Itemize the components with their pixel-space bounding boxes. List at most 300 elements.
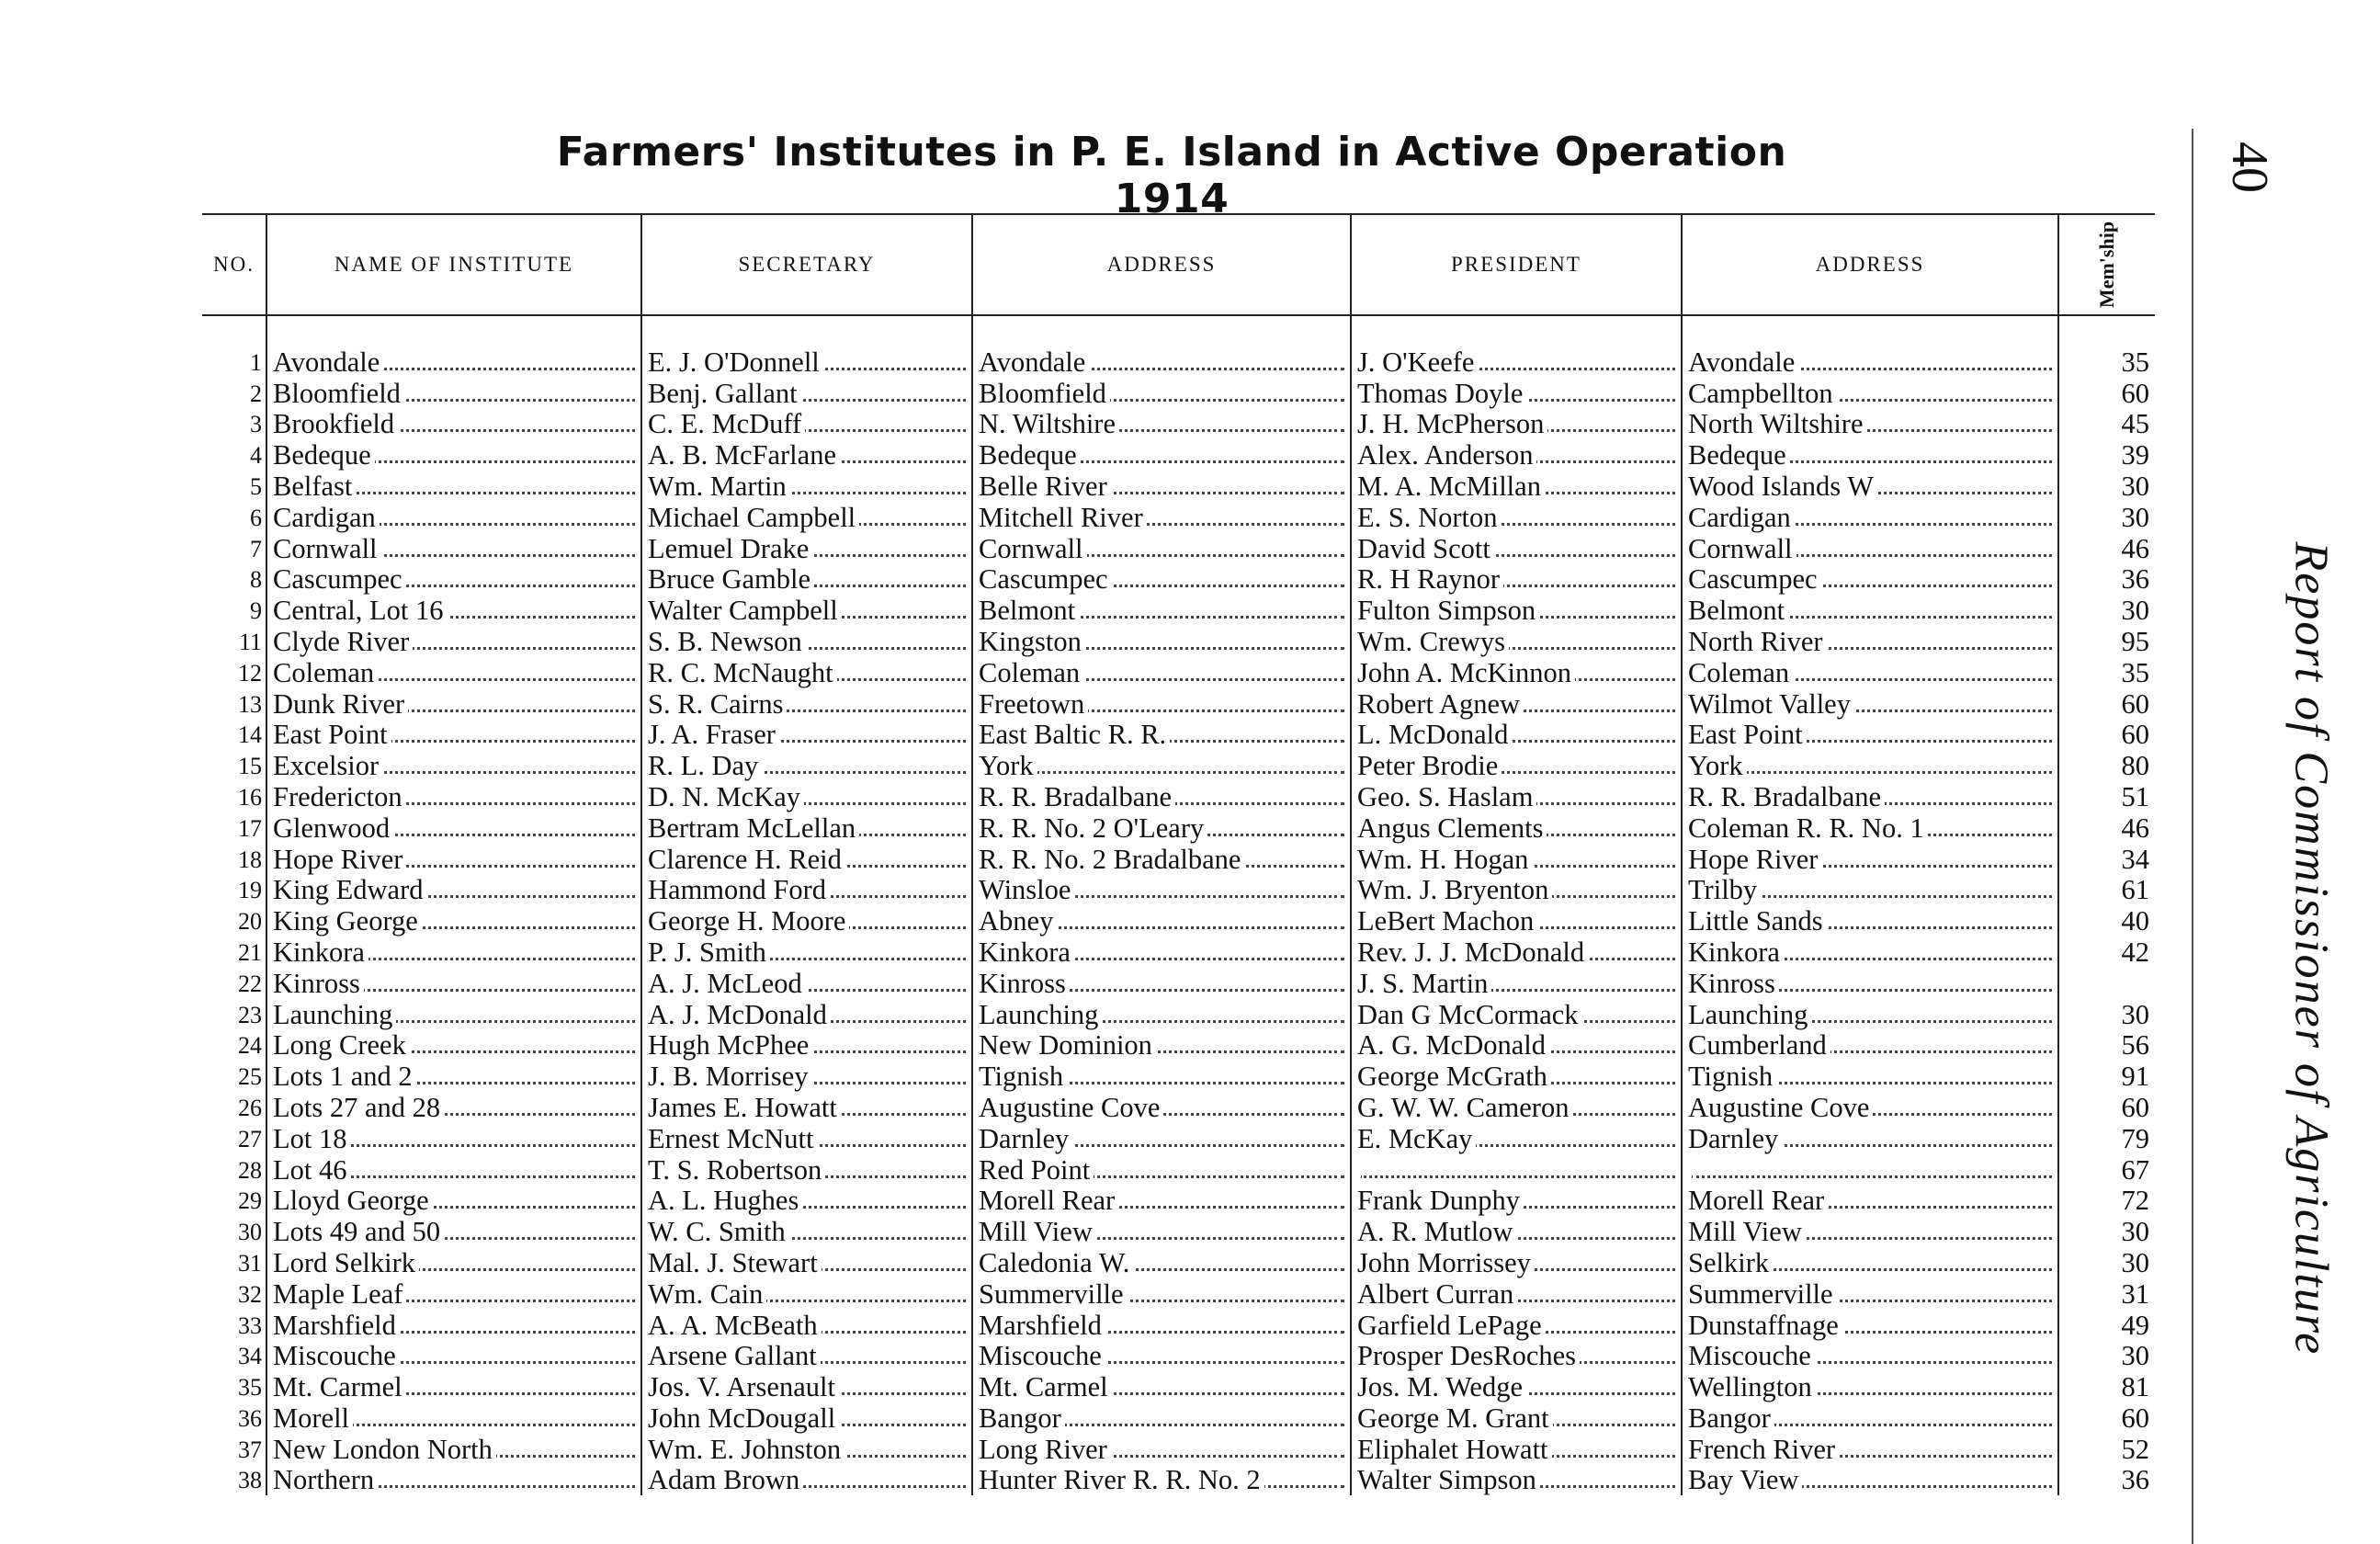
- institute-name-text: King George: [273, 905, 422, 937]
- membership-count: 30: [2058, 1216, 2155, 1247]
- secretary-name: [641, 1216, 972, 1247]
- secretary-address-text: East Baltic R. R.: [979, 720, 1170, 751]
- president-name-text: J. H. McPherson: [1357, 409, 1547, 440]
- institute-name-text: Lord Selkirk: [273, 1247, 419, 1278]
- table-row: [202, 1278, 2155, 1310]
- row-number: 14: [238, 721, 262, 749]
- president-address: [1682, 875, 2058, 906]
- membership-count: 46: [2058, 812, 2155, 844]
- secretary-address-text: Caledonia W.: [979, 1247, 1133, 1278]
- row-number: 22: [238, 970, 262, 997]
- membership-count: 45: [2058, 409, 2155, 440]
- president-name: [1351, 564, 1682, 596]
- president-name: [1351, 1402, 1682, 1434]
- president-name-text: Peter Brodie: [1357, 750, 1502, 781]
- secretary-address: [972, 439, 1351, 471]
- institute-name-text: East Point: [273, 720, 391, 751]
- table-row: [202, 564, 2155, 596]
- col-header-president: PRESIDENT: [1351, 214, 1682, 315]
- institute-name-text: Long Creek: [273, 1030, 410, 1062]
- institute-name-text: Excelsior: [273, 750, 382, 781]
- secretary-name-text: P. J. Smith: [648, 937, 770, 968]
- table-row: [202, 781, 2155, 812]
- secretary-name: [641, 626, 972, 657]
- membership-count: 40: [2058, 905, 2155, 937]
- membership-count: 81: [2058, 1371, 2155, 1402]
- secretary-address-text: R. R. No. 2 O'Leary: [979, 812, 1207, 844]
- institute-name: [266, 502, 641, 533]
- membership-count: 80: [2058, 750, 2155, 781]
- row-number: 34: [238, 1343, 262, 1370]
- president-address-text: Cumberland: [1688, 1030, 1830, 1062]
- institute-name: [266, 968, 641, 999]
- secretary-name-text: John McDougall: [648, 1402, 839, 1434]
- secretary-name-text: A. J. McDonald: [648, 999, 831, 1030]
- president-name-text: Geo. S. Haslam: [1357, 781, 1536, 812]
- secretary-name-text: J. A. Fraser: [648, 720, 779, 751]
- president-name-text: George McGrath: [1357, 1061, 1551, 1092]
- membership-count: 30: [2058, 471, 2155, 502]
- institute-name: [266, 1434, 641, 1465]
- secretary-name-text: R. C. McNaught: [648, 657, 837, 688]
- president-address-text: Cascumpec: [1688, 564, 1821, 596]
- president-name: [1351, 1247, 1682, 1278]
- institute-name-text: Central, Lot 16: [273, 595, 448, 626]
- secretary-address-text: Abney: [979, 905, 1057, 937]
- president-name-text: Thomas Doyle: [1357, 378, 1526, 409]
- secretary-address: [972, 1123, 1351, 1154]
- institute-name-text: Brookfield: [273, 409, 398, 440]
- president-address: [1682, 1186, 2058, 1217]
- president-address: [1682, 1371, 2058, 1402]
- institute-name-text: Lot 46: [273, 1154, 350, 1186]
- president-name-text: J. O'Keefe: [1357, 346, 1478, 378]
- president-address: [1682, 1310, 2058, 1341]
- secretary-name-text: Walter Campbell: [648, 595, 842, 626]
- secretary-address: [972, 781, 1351, 812]
- institute-name-text: Clyde River: [273, 626, 413, 657]
- president-address-text: Wellington: [1688, 1371, 1816, 1402]
- secretary-address: [972, 1371, 1351, 1402]
- president-name: [1351, 378, 1682, 409]
- president-address-text: Campbellton: [1688, 378, 1837, 409]
- secretary-address: [972, 1216, 1351, 1247]
- president-address-text: Cardigan: [1688, 502, 1795, 533]
- president-address-text: Bedeque: [1688, 439, 1790, 471]
- secretary-address-text: Belmont: [979, 595, 1079, 626]
- president-name-text: Wm. J. Bryenton: [1357, 875, 1552, 906]
- president-name-text: Dan G McCormack: [1357, 999, 1582, 1030]
- secretary-name: [641, 1092, 972, 1123]
- row-number: 23: [238, 1001, 262, 1028]
- secretary-address: [972, 533, 1351, 564]
- institute-name: [266, 1341, 641, 1372]
- row-number: 21: [238, 938, 262, 966]
- president-address: [1682, 471, 2058, 502]
- president-address-text: Augustine Cove: [1688, 1092, 1873, 1123]
- secretary-address: [972, 564, 1351, 596]
- president-address: [1682, 657, 2058, 688]
- president-address: [1682, 409, 2058, 440]
- secretary-address: [972, 626, 1351, 657]
- secretary-address-text: Bloomfield: [979, 378, 1110, 409]
- president-name: [1351, 1154, 1682, 1186]
- secretary-address: [972, 875, 1351, 906]
- row-number: 6: [250, 504, 262, 531]
- secretary-address: [972, 657, 1351, 688]
- secretary-name-text: Adam Brown: [648, 1465, 803, 1496]
- secretary-address: [972, 844, 1351, 875]
- president-name-text: George M. Grant: [1357, 1402, 1553, 1434]
- secretary-name: [641, 439, 972, 471]
- president-address: [1682, 720, 2058, 751]
- president-address: [1682, 533, 2058, 564]
- table-row: [202, 439, 2155, 471]
- secretary-name-text: Wm. E. Johnston: [648, 1434, 844, 1465]
- president-name: [1351, 502, 1682, 533]
- row-number: 2: [250, 380, 262, 407]
- row-number: 16: [238, 783, 262, 811]
- president-address-text: Bangor: [1688, 1402, 1774, 1434]
- secretary-name: [641, 1278, 972, 1310]
- president-name: [1351, 533, 1682, 564]
- secretary-name-text: S. B. Newson: [648, 626, 806, 657]
- president-name: [1351, 1061, 1682, 1092]
- president-address-text: Kinkora: [1688, 937, 1784, 968]
- institute-name-text: New London North: [273, 1434, 496, 1465]
- president-address-text: North Wiltshire: [1688, 409, 1867, 440]
- president-name-text: Frank Dunphy: [1357, 1186, 1524, 1217]
- institute-name-text: Cascumpec: [273, 564, 406, 596]
- secretary-address: [972, 1434, 1351, 1465]
- president-address: [1682, 1123, 2058, 1154]
- president-address: [1682, 844, 2058, 875]
- president-name-text: E. McKay: [1357, 1123, 1476, 1154]
- secretary-name: [641, 750, 972, 781]
- secretary-name: [641, 657, 972, 688]
- secretary-address-text: Launching: [979, 999, 1102, 1030]
- president-address: [1682, 750, 2058, 781]
- institute-name-text: Marshfield: [273, 1310, 400, 1341]
- institute-name: [266, 1061, 641, 1092]
- secretary-address: [972, 1465, 1351, 1496]
- secretary-address: [972, 1092, 1351, 1123]
- president-name: [1351, 812, 1682, 844]
- president-address-text: Miscouche: [1688, 1341, 1815, 1372]
- president-name: [1351, 999, 1682, 1030]
- secretary-address-text: New Dominion: [979, 1030, 1156, 1062]
- table-row: [202, 905, 2155, 937]
- president-address: [1682, 1092, 2058, 1123]
- institute-name: [266, 750, 641, 781]
- membership-count: [2058, 968, 2155, 999]
- membership-count: 30: [2058, 1341, 2155, 1372]
- president-address-text: Summerville: [1688, 1278, 1837, 1310]
- president-address: [1682, 968, 2058, 999]
- table-row: [202, 657, 2155, 688]
- president-address: [1682, 688, 2058, 720]
- secretary-name-text: Ernest McNutt: [648, 1123, 817, 1154]
- institute-name: [266, 595, 641, 626]
- secretary-address-text: Summerville: [979, 1278, 1128, 1310]
- table-row: [202, 1154, 2155, 1186]
- institute-name: [266, 626, 641, 657]
- row-number: 30: [238, 1219, 262, 1246]
- row-number: 37: [238, 1436, 262, 1463]
- institute-name-text: Cardigan: [273, 502, 380, 533]
- institute-name-text: Lots 27 and 28: [273, 1092, 444, 1123]
- president-name: [1351, 1371, 1682, 1402]
- institute-name: [266, 999, 641, 1030]
- membership-count: 79: [2058, 1123, 2155, 1154]
- running-head: Report of Commissioner of Agriculture: [2284, 541, 2338, 1357]
- president-name-text: Eliphalet Howatt: [1357, 1434, 1552, 1465]
- secretary-address-text: Belle River: [979, 471, 1111, 502]
- secretary-name: [641, 533, 972, 564]
- secretary-address: [972, 1154, 1351, 1186]
- president-name-text: Prosper DesRoches: [1357, 1341, 1580, 1372]
- secretary-name: [641, 1030, 972, 1062]
- secretary-name: [641, 812, 972, 844]
- table-header-row: [202, 214, 2155, 315]
- membership-count: 35: [2058, 657, 2155, 688]
- institute-name: [266, 905, 641, 937]
- table-body: [202, 315, 2155, 1495]
- membership-count: 51: [2058, 781, 2155, 812]
- membership-count: 30: [2058, 999, 2155, 1030]
- membership-count: 34: [2058, 844, 2155, 875]
- secretary-name: [641, 1186, 972, 1217]
- table-row: [202, 844, 2155, 875]
- secretary-address-text: Miscouche: [979, 1341, 1105, 1372]
- president-address-text: Dunstaffnage: [1688, 1310, 1842, 1341]
- secretary-address-text: Freetown: [979, 688, 1088, 720]
- president-name-text: David Scott: [1357, 533, 1494, 564]
- president-name: [1351, 937, 1682, 968]
- president-address: [1682, 1154, 2058, 1186]
- president-address: [1682, 1061, 2058, 1092]
- page-edge-rule: [2192, 129, 2193, 1544]
- row-number: 38: [238, 1467, 262, 1494]
- table-row: [202, 471, 2155, 502]
- membership-count: 30: [2058, 502, 2155, 533]
- page-title: Farmers' Institutes in P. E. Island in Active Operation 1914: [556, 129, 1787, 222]
- secretary-address-text: Kinkora: [979, 937, 1074, 968]
- membership-count: 60: [2058, 1402, 2155, 1434]
- president-address: [1682, 626, 2058, 657]
- institute-name: [266, 564, 641, 596]
- secretary-name-text: James E. Howatt: [648, 1092, 841, 1123]
- institute-name: [266, 875, 641, 906]
- table-row: [202, 1402, 2155, 1434]
- institute-name-text: Hope River: [273, 844, 406, 875]
- secretary-name-text: Bertram McLellan: [648, 812, 859, 844]
- president-address-text: Kinross: [1688, 968, 1779, 999]
- president-address-text: Cornwall: [1688, 533, 1796, 564]
- institute-name-text: Miscouche: [273, 1341, 400, 1372]
- secretary-address: [972, 968, 1351, 999]
- secretary-name: [641, 564, 972, 596]
- president-name-text: E. S. Norton: [1357, 502, 1502, 533]
- secretary-address-text: Mill View: [979, 1216, 1096, 1247]
- secretary-name-text: Hammond Ford: [648, 875, 830, 906]
- president-name: [1351, 1030, 1682, 1062]
- president-address-text: R. R. Bradalbane: [1688, 781, 1885, 812]
- president-name-text: R. H Raynor: [1357, 564, 1503, 596]
- institute-name: [266, 1186, 641, 1217]
- col-header-membership: [2058, 214, 2155, 315]
- secretary-name-text: Lemuel Drake: [648, 533, 812, 564]
- secretary-name: [641, 502, 972, 533]
- president-address-text: Tignish: [1688, 1061, 1776, 1092]
- secretary-name-text: Wm. Cain: [648, 1278, 766, 1310]
- page-number: 40: [2221, 142, 2278, 193]
- secretary-name-text: Wm. Martin: [648, 471, 790, 502]
- col-header-secretary: SECRETARY: [641, 214, 972, 315]
- row-number: 12: [238, 659, 262, 687]
- secretary-address: [972, 346, 1351, 378]
- secretary-address: [972, 688, 1351, 720]
- row-number: 24: [238, 1032, 262, 1060]
- president-name: [1351, 750, 1682, 781]
- president-name-text: Angus Clements: [1357, 812, 1547, 844]
- row-number: 35: [238, 1374, 262, 1402]
- table-row: [202, 688, 2155, 720]
- table-row: [202, 1465, 2155, 1496]
- institute-name: [266, 1278, 641, 1310]
- president-address: [1682, 812, 2058, 844]
- president-name-text: Wm. Crewys: [1357, 626, 1509, 657]
- president-address-text: Belmont: [1688, 595, 1788, 626]
- secretary-name: [641, 905, 972, 937]
- secretary-name-text: D. N. McKay: [648, 781, 804, 812]
- president-name: [1351, 626, 1682, 657]
- president-name: [1351, 595, 1682, 626]
- row-number: 26: [238, 1094, 262, 1121]
- secretary-name: [641, 1310, 972, 1341]
- secretary-name-text: J. B. Morrisey: [648, 1061, 812, 1092]
- table-row: [202, 1186, 2155, 1217]
- row-number: 32: [238, 1280, 262, 1308]
- president-name: [1351, 1341, 1682, 1372]
- secretary-address: [972, 905, 1351, 937]
- row-number: 9: [250, 597, 262, 625]
- table-row: [202, 378, 2155, 409]
- president-name-text: J. S. Martin: [1357, 968, 1491, 999]
- secretary-address-text: N. Wiltshire: [979, 409, 1119, 440]
- president-name-text: L. McDonald: [1357, 720, 1512, 751]
- table-row: [202, 937, 2155, 968]
- institute-name: [266, 812, 641, 844]
- membership-count: 49: [2058, 1310, 2155, 1341]
- institute-name: [266, 471, 641, 502]
- table-row: [202, 1247, 2155, 1278]
- secretary-name-text: C. E. McDuff: [648, 409, 805, 440]
- secretary-address: [972, 1186, 1351, 1217]
- president-address: [1682, 439, 2058, 471]
- secretary-address-text: Hunter River R. R. No. 2: [979, 1465, 1264, 1496]
- secretary-name: [641, 968, 972, 999]
- membership-count: 67: [2058, 1154, 2155, 1186]
- president-address-text: Wood Islands W: [1688, 471, 1877, 502]
- row-number: 27: [238, 1125, 262, 1152]
- secretary-address-text: Coleman: [979, 657, 1083, 688]
- institute-name-text: Coleman: [273, 657, 378, 688]
- president-address-text: Darnley: [1688, 1123, 1782, 1154]
- secretary-name: [641, 1371, 972, 1402]
- membership-count: 30: [2058, 1247, 2155, 1278]
- institute-name: [266, 346, 641, 378]
- table-row: [202, 626, 2155, 657]
- secretary-name: [641, 471, 972, 502]
- secretary-name-text: W. C. Smith: [648, 1216, 789, 1247]
- secretary-address: [972, 1341, 1351, 1372]
- secretary-address: [972, 1061, 1351, 1092]
- secretary-address-text: R. R. No. 2 Bradalbane: [979, 844, 1244, 875]
- president-name-text: John Morrissey: [1357, 1247, 1535, 1278]
- secretary-name-text: Michael Campbell: [648, 502, 859, 533]
- membership-count: 56: [2058, 1030, 2155, 1062]
- institute-name-text: Belfast: [273, 471, 356, 502]
- table-row: [202, 999, 2155, 1030]
- secretary-name-text: A. A. McBeath: [648, 1310, 822, 1341]
- president-name: [1351, 657, 1682, 688]
- table-row: [202, 533, 2155, 564]
- institute-name-text: King Edward: [273, 875, 426, 906]
- institute-name-text: Launching: [273, 999, 396, 1030]
- secretary-address-text: Marshfield: [979, 1310, 1105, 1341]
- institute-name: [266, 720, 641, 751]
- row-number: 29: [238, 1187, 262, 1215]
- president-name-text: Alex. Anderson: [1357, 439, 1536, 471]
- secretary-name: [641, 1434, 972, 1465]
- secretary-address-text: Bangor: [979, 1402, 1065, 1434]
- secretary-name: [641, 346, 972, 378]
- membership-count: 95: [2058, 626, 2155, 657]
- table-row: [202, 1092, 2155, 1123]
- president-address: [1682, 1341, 2058, 1372]
- president-name: [1351, 1278, 1682, 1310]
- table-row: [202, 968, 2155, 999]
- membership-count: 60: [2058, 688, 2155, 720]
- president-address-text: York: [1688, 750, 1747, 781]
- secretary-address-text: Tignish: [979, 1061, 1067, 1092]
- row-number: 28: [238, 1156, 262, 1184]
- secretary-name-text: A. L. Hughes: [648, 1186, 802, 1217]
- secretary-address: [972, 471, 1351, 502]
- secretary-address: [972, 750, 1351, 781]
- secretary-address: [972, 999, 1351, 1030]
- secretary-address-text: R. R. Bradalbane: [979, 781, 1175, 812]
- secretary-address: [972, 720, 1351, 751]
- table-row: [202, 1434, 2155, 1465]
- institute-name-text: Bedeque: [273, 439, 375, 471]
- president-address-text: Mill View: [1688, 1216, 1806, 1247]
- table-row: [202, 720, 2155, 751]
- president-name-text: G. W. W. Cameron: [1357, 1092, 1572, 1123]
- president-name-text: Garfield LePage: [1357, 1310, 1546, 1341]
- president-address-text: East Point: [1688, 720, 1807, 751]
- secretary-name: [641, 1061, 972, 1092]
- row-number: 5: [250, 472, 262, 500]
- table-row: [202, 1061, 2155, 1092]
- president-name-text: Fulton Simpson: [1357, 595, 1539, 626]
- secretary-address-text: York: [979, 750, 1037, 781]
- membership-count: 30: [2058, 595, 2155, 626]
- row-number: 18: [238, 846, 262, 873]
- president-name: [1351, 875, 1682, 906]
- president-address-text: Little Sands: [1688, 905, 1827, 937]
